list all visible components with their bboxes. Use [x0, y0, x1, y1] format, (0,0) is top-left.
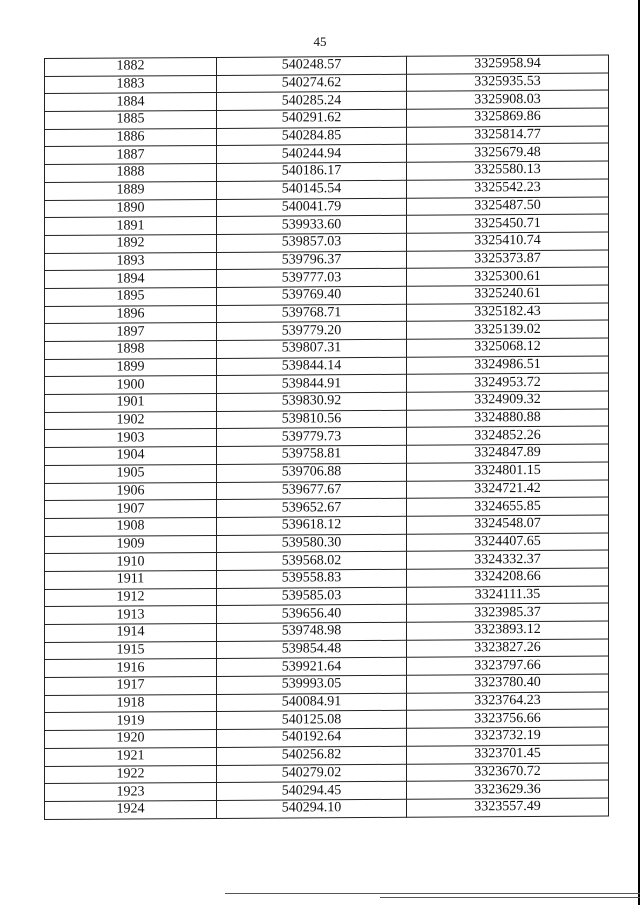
y-coordinate-cell: 3325935.53: [407, 73, 609, 92]
y-coordinate-cell: 3325240.61: [407, 285, 609, 304]
x-coordinate-cell: 539844.14: [217, 357, 407, 376]
x-coordinate-cell: 540285.24: [217, 92, 407, 111]
y-coordinate-cell: 3323827.26: [407, 639, 609, 658]
x-coordinate-cell: 539769.40: [217, 286, 407, 305]
page-number: 45: [313, 34, 327, 49]
y-coordinate-cell: 3325869.86: [407, 108, 609, 127]
coordinates-table-body: [45, 55, 609, 819]
point-number-cell: 1913: [45, 606, 217, 625]
y-coordinate-cell: 3324407.65: [407, 533, 609, 552]
y-coordinate-cell: 3325679.48: [407, 143, 609, 162]
point-number-cell: 1906: [45, 482, 217, 501]
point-number-cell: 1903: [45, 429, 217, 448]
x-coordinate-cell: 539768.71: [217, 304, 407, 323]
point-number-cell: 1918: [45, 694, 217, 713]
y-coordinate-cell: 3325139.02: [407, 320, 609, 339]
x-coordinate-cell: 539796.37: [217, 251, 407, 270]
point-number-cell: 1886: [45, 128, 217, 147]
x-coordinate-cell: 539558.83: [217, 569, 407, 588]
y-coordinate-cell: 3325068.12: [407, 338, 609, 357]
x-coordinate-cell: 539652.67: [217, 498, 407, 517]
y-coordinate-cell: 3325580.13: [407, 161, 609, 180]
y-coordinate-cell: 3324548.07: [407, 515, 609, 534]
point-number-cell: 1923: [45, 783, 217, 802]
point-number-cell: 1904: [45, 447, 217, 466]
y-coordinate-cell: 3324332.37: [407, 550, 609, 569]
y-coordinate-cell: 3325908.03: [407, 90, 609, 109]
y-coordinate-cell: 3325182.43: [407, 303, 609, 322]
point-number-cell: 1919: [45, 712, 217, 731]
y-coordinate-cell: 3323670.72: [407, 763, 609, 782]
point-number-cell: 1905: [45, 464, 217, 483]
point-number-cell: 1888: [45, 164, 217, 183]
point-number-cell: 1900: [45, 376, 217, 395]
x-coordinate-cell: 540279.02: [217, 764, 407, 783]
point-number-cell: 1917: [45, 677, 217, 696]
x-coordinate-cell: 539748.98: [217, 622, 407, 641]
x-coordinate-cell: 539857.03: [217, 233, 407, 252]
y-coordinate-cell: 3323756.66: [407, 709, 609, 728]
point-number-cell: 1895: [45, 287, 217, 306]
point-number-cell: 1889: [45, 181, 217, 200]
point-number-cell: 1908: [45, 517, 217, 536]
point-number-cell: 1921: [45, 747, 217, 766]
point-number-cell: 1909: [45, 535, 217, 554]
x-coordinate-cell: 539580.30: [217, 534, 407, 553]
x-coordinate-cell: 539656.40: [217, 605, 407, 624]
y-coordinate-cell: 3325300.61: [407, 267, 609, 286]
y-coordinate-cell: 3325373.87: [407, 250, 609, 269]
x-coordinate-cell: 540274.62: [217, 74, 407, 93]
point-number-cell: 1896: [45, 305, 217, 324]
point-number-cell: 1924: [45, 800, 217, 819]
point-number-cell: 1922: [45, 765, 217, 784]
x-coordinate-cell: 539568.02: [217, 552, 407, 571]
point-number-cell: 1916: [45, 659, 217, 678]
bottom-rule-secondary: [380, 897, 640, 898]
point-number-cell: 1893: [45, 252, 217, 271]
x-coordinate-cell: 539993.05: [217, 675, 407, 694]
x-coordinate-cell: 539844.91: [217, 375, 407, 394]
y-coordinate-cell: 3323985.37: [407, 603, 609, 622]
point-number-cell: 1899: [45, 358, 217, 377]
x-coordinate-cell: 539618.12: [217, 516, 407, 535]
point-number-cell: 1912: [45, 588, 217, 607]
x-coordinate-cell: 540256.82: [217, 746, 407, 765]
point-number-cell: 1907: [45, 500, 217, 519]
y-coordinate-cell: 3324847.89: [407, 444, 609, 463]
x-coordinate-cell: 539777.03: [217, 269, 407, 288]
point-number-cell: 1891: [45, 217, 217, 236]
x-coordinate-cell: 540145.54: [217, 180, 407, 199]
y-coordinate-cell: 3324721.42: [407, 480, 609, 499]
y-coordinate-cell: 3323797.66: [407, 656, 609, 675]
y-coordinate-cell: 3324655.85: [407, 497, 609, 516]
x-coordinate-cell: 539921.64: [217, 658, 407, 677]
x-coordinate-cell: 540084.91: [217, 693, 407, 712]
y-coordinate-cell: 3323780.40: [407, 674, 609, 693]
y-coordinate-cell: 3324208.66: [407, 568, 609, 587]
x-coordinate-cell: 539758.81: [217, 445, 407, 464]
x-coordinate-cell: 540291.62: [217, 109, 407, 128]
x-coordinate-cell: 540186.17: [217, 162, 407, 181]
y-coordinate-cell: 3324852.26: [407, 426, 609, 445]
table-row: [45, 798, 609, 819]
point-number-cell: 1885: [45, 111, 217, 130]
x-coordinate-cell: 540284.85: [217, 127, 407, 146]
y-coordinate-cell: 3325450.71: [407, 214, 609, 233]
point-number-cell: 1902: [45, 411, 217, 430]
x-coordinate-cell: 539585.03: [217, 587, 407, 606]
x-coordinate-cell: 539779.73: [217, 428, 407, 447]
y-coordinate-cell: 3325958.94: [407, 55, 609, 74]
x-coordinate-cell: 539933.60: [217, 215, 407, 234]
point-number-cell: 1910: [45, 553, 217, 572]
x-coordinate-cell: 539810.56: [217, 410, 407, 429]
y-coordinate-cell: 3324801.15: [407, 462, 609, 481]
x-coordinate-cell: 540248.57: [217, 56, 407, 75]
y-coordinate-cell: 3323764.23: [407, 692, 609, 711]
point-number-cell: 1915: [45, 641, 217, 660]
x-coordinate-cell: 540192.64: [217, 728, 407, 747]
point-number-cell: 1892: [45, 234, 217, 253]
x-coordinate-cell: 539807.31: [217, 339, 407, 358]
x-coordinate-cell: 539677.67: [217, 481, 407, 500]
y-coordinate-cell: 3325542.23: [407, 179, 609, 198]
point-number-cell: 1887: [45, 146, 217, 165]
y-coordinate-cell: 3325487.50: [407, 197, 609, 216]
point-number-cell: 1883: [45, 75, 217, 94]
point-number-cell: 1914: [45, 623, 217, 642]
point-number-cell: 1897: [45, 323, 217, 342]
y-coordinate-cell: 3323732.19: [407, 727, 609, 746]
x-coordinate-cell: 539830.92: [217, 392, 407, 411]
point-number-cell: 1901: [45, 394, 217, 413]
point-number-cell: 1898: [45, 340, 217, 359]
point-number-cell: 1884: [45, 93, 217, 112]
point-number-cell: 1882: [45, 57, 217, 76]
x-coordinate-cell: 540294.10: [217, 799, 407, 818]
x-coordinate-cell: 540041.79: [217, 198, 407, 217]
x-coordinate-cell: 539854.48: [217, 640, 407, 659]
y-coordinate-cell: 3323557.49: [407, 798, 609, 817]
x-coordinate-cell: 539779.20: [217, 322, 407, 341]
y-coordinate-cell: 3325410.74: [407, 232, 609, 251]
y-coordinate-cell: 3323701.45: [407, 745, 609, 764]
y-coordinate-cell: 3325814.77: [407, 126, 609, 145]
y-coordinate-cell: 3324880.88: [407, 409, 609, 428]
point-number-cell: 1920: [45, 730, 217, 749]
point-number-cell: 1894: [45, 270, 217, 289]
y-coordinate-cell: 3323629.36: [407, 780, 609, 799]
point-number-cell: 1911: [45, 570, 217, 589]
y-coordinate-cell: 3323893.12: [407, 621, 609, 640]
coordinates-table-container: [44, 55, 608, 820]
coordinates-table: [44, 55, 609, 820]
x-coordinate-cell: 540244.94: [217, 145, 407, 164]
y-coordinate-cell: 3324909.32: [407, 391, 609, 410]
y-coordinate-cell: 3324986.51: [407, 356, 609, 375]
y-coordinate-cell: 3324111.35: [407, 586, 609, 605]
y-coordinate-cell: 3324953.72: [407, 373, 609, 392]
point-number-cell: 1890: [45, 199, 217, 218]
x-coordinate-cell: 539706.88: [217, 463, 407, 482]
x-coordinate-cell: 540294.45: [217, 781, 407, 800]
x-coordinate-cell: 540125.08: [217, 711, 407, 730]
bottom-rule: [225, 893, 640, 894]
